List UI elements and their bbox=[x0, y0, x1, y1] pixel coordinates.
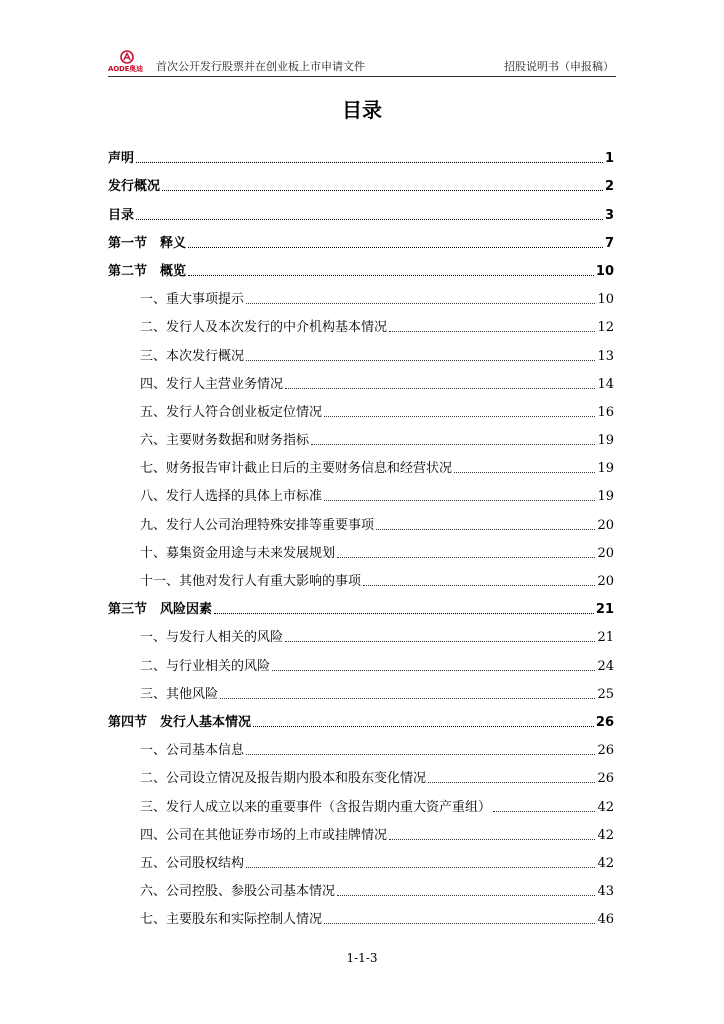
toc-dot-leader bbox=[428, 782, 595, 783]
toc-entry-label: 发行概况 bbox=[108, 179, 161, 195]
toc-dot-leader bbox=[272, 670, 595, 671]
toc-entry-label: 第三节 风险因素 bbox=[108, 602, 213, 618]
toc-entry-page-number: 19 bbox=[597, 461, 614, 477]
toc-entry-page-number: 16 bbox=[597, 404, 614, 420]
toc-dot-leader bbox=[454, 472, 595, 473]
toc-entry-page-number: 43 bbox=[597, 884, 614, 900]
toc-entry-label: 第二节 概览 bbox=[108, 263, 187, 279]
toc-dot-leader bbox=[188, 275, 594, 276]
toc-subsection-entry[interactable] bbox=[108, 279, 614, 307]
toc-subsection-entry[interactable] bbox=[108, 335, 614, 363]
toc-entry-page-number: 46 bbox=[597, 912, 614, 928]
toc-entry-page-number: 21 bbox=[595, 602, 614, 618]
header-document-title: 首次公开发行股票并在创业板上市申请文件 bbox=[156, 60, 365, 73]
toc-subsection-entry[interactable] bbox=[108, 392, 614, 420]
toc-entry-label: 五、公司股权结构 bbox=[140, 855, 245, 871]
page-header bbox=[108, 50, 616, 77]
toc-entry-label: 一、与发行人相关的风险 bbox=[140, 630, 284, 646]
toc-section-entry[interactable] bbox=[108, 194, 614, 222]
toc-entry-label: 一、重大事项提示 bbox=[140, 292, 245, 308]
toc-section-entry[interactable] bbox=[108, 138, 614, 166]
toc-entry-page-number: 20 bbox=[597, 545, 614, 561]
toc-section-entry[interactable] bbox=[108, 166, 614, 194]
toc-entry-label: 第一节 释义 bbox=[108, 235, 187, 251]
toc-dot-leader bbox=[285, 641, 595, 642]
toc-entry-label: 三、其他风险 bbox=[140, 686, 219, 702]
toc-subsection-entry[interactable] bbox=[108, 617, 614, 645]
toc-dot-leader bbox=[246, 303, 595, 304]
toc-entry-page-number: 21 bbox=[597, 630, 614, 646]
toc-section-entry[interactable] bbox=[108, 251, 614, 279]
toc-entry-label: 五、发行人符合创业板定位情况 bbox=[140, 404, 323, 420]
toc-subsection-entry[interactable] bbox=[108, 307, 614, 335]
toc-entry-page-number: 26 bbox=[597, 771, 614, 787]
toc-entry-label: 四、公司在其他证券市场的上市或挂牌情况 bbox=[140, 827, 388, 843]
toc-entry-page-number: 19 bbox=[597, 433, 614, 449]
toc-dot-leader bbox=[389, 331, 595, 332]
toc-dot-leader bbox=[311, 444, 595, 445]
toc-dot-leader bbox=[493, 811, 595, 812]
logo-text: AODE奥迪 bbox=[108, 65, 143, 73]
toc-subsection-entry[interactable] bbox=[108, 448, 614, 476]
toc-entry-page-number: 42 bbox=[597, 827, 614, 843]
toc-dot-leader bbox=[246, 360, 595, 361]
toc-entry-page-number: 10 bbox=[595, 263, 614, 279]
toc-entry-label: 六、主要财务数据和财务指标 bbox=[140, 433, 310, 449]
toc-dot-leader bbox=[246, 867, 595, 868]
toc-dot-leader bbox=[220, 698, 595, 699]
toc-dot-leader bbox=[389, 839, 595, 840]
toc-dot-leader bbox=[136, 219, 603, 220]
toc-section-entry[interactable] bbox=[108, 223, 614, 251]
toc-entry-page-number: 14 bbox=[597, 376, 614, 392]
toc-subsection-entry[interactable] bbox=[108, 758, 614, 786]
toc-entry-page-number: 7 bbox=[604, 235, 614, 251]
toc-entry-label: 十一、其他对发行人有重大影响的事项 bbox=[140, 574, 362, 589]
toc-entry-label: 声明 bbox=[108, 151, 135, 167]
toc-dot-leader bbox=[162, 190, 603, 191]
toc-entry-page-number: 24 bbox=[597, 658, 614, 674]
toc-dot-leader bbox=[214, 613, 594, 614]
page-title: 目录 bbox=[342, 98, 382, 122]
toc-subsection-entry[interactable] bbox=[108, 730, 614, 758]
toc-subsection-entry[interactable] bbox=[108, 645, 614, 673]
toc-section-entry[interactable] bbox=[108, 702, 614, 730]
toc-entry-label: 七、主要股东和实际控制人情况 bbox=[140, 912, 323, 928]
toc-dot-leader bbox=[363, 585, 595, 586]
toc-dot-leader bbox=[324, 416, 595, 417]
toc-entry-page-number: 2 bbox=[604, 179, 614, 195]
toc-dot-leader bbox=[324, 923, 595, 924]
toc-subsection-entry[interactable] bbox=[108, 364, 614, 392]
toc-dot-leader bbox=[253, 726, 594, 727]
toc-entry-label: 目录 bbox=[108, 207, 135, 223]
toc-dot-leader bbox=[337, 557, 595, 558]
toc-entry-page-number: 42 bbox=[597, 855, 614, 871]
toc-entry-label: 三、本次发行概况 bbox=[140, 348, 245, 364]
toc-entry-label: 九、发行人公司治理特殊安排等重要事项 bbox=[140, 517, 375, 533]
toc-subsection-entry[interactable] bbox=[108, 786, 614, 814]
toc-subsection-entry[interactable] bbox=[108, 420, 614, 448]
toc-subsection-entry[interactable] bbox=[108, 871, 614, 899]
toc-entry-label: 二、公司设立情况及报告期内股本和股东变化情况 bbox=[140, 771, 427, 787]
toc-dot-leader bbox=[246, 754, 595, 755]
toc-entry-label: 二、发行人及本次发行的中介机构基本情况 bbox=[140, 320, 388, 336]
toc-entry-label: 十、募集资金用途与未来发展规划 bbox=[140, 545, 336, 561]
header-document-type: 招股说明书（申报稿） bbox=[504, 60, 614, 73]
toc-entry-page-number: 10 bbox=[597, 292, 614, 308]
toc-subsection-entry[interactable] bbox=[108, 899, 614, 927]
table-of-contents bbox=[108, 138, 614, 927]
toc-entry-label: 八、发行人选择的具体上市标准 bbox=[140, 489, 323, 505]
toc-subsection-entry[interactable] bbox=[108, 561, 614, 589]
toc-dot-leader bbox=[285, 388, 595, 389]
logo-emblem-icon bbox=[120, 50, 134, 64]
toc-section-entry[interactable] bbox=[108, 589, 614, 617]
toc-subsection-entry[interactable] bbox=[108, 504, 614, 532]
toc-entry-page-number: 26 bbox=[595, 714, 614, 730]
toc-dot-leader bbox=[136, 162, 603, 163]
toc-subsection-entry[interactable] bbox=[108, 843, 614, 871]
toc-entry-page-number: 19 bbox=[597, 489, 614, 505]
toc-dot-leader bbox=[324, 500, 595, 501]
toc-entry-page-number: 20 bbox=[597, 574, 614, 589]
toc-entry-page-number: 13 bbox=[597, 348, 614, 364]
toc-entry-page-number: 12 bbox=[597, 320, 614, 336]
toc-entry-label: 二、与行业相关的风险 bbox=[140, 658, 271, 674]
toc-subsection-entry[interactable] bbox=[108, 476, 614, 504]
toc-entry-label: 四、发行人主营业务情况 bbox=[140, 376, 284, 392]
toc-subsection-entry[interactable] bbox=[108, 674, 614, 702]
toc-dot-leader bbox=[188, 247, 603, 248]
toc-dot-leader bbox=[337, 895, 595, 896]
toc-entry-label: 六、公司控股、参股公司基本情况 bbox=[140, 884, 336, 900]
toc-entry-label: 七、财务报告审计截止日后的主要财务信息和经营状况 bbox=[140, 461, 453, 477]
toc-dot-leader bbox=[376, 529, 595, 530]
toc-entry-label: 三、发行人成立以来的重要事件（含报告期内重大资产重组） bbox=[140, 799, 492, 815]
toc-entry-page-number: 3 bbox=[604, 207, 614, 223]
page-number: 1-1-3 bbox=[346, 951, 378, 965]
company-logo bbox=[108, 50, 152, 74]
toc-entry-label: 第四节 发行人基本情况 bbox=[108, 714, 252, 730]
toc-entry-page-number: 42 bbox=[597, 799, 614, 815]
toc-entry-page-number: 26 bbox=[597, 743, 614, 759]
toc-entry-page-number: 20 bbox=[597, 517, 614, 533]
toc-entry-page-number: 1 bbox=[604, 151, 614, 167]
toc-subsection-entry[interactable] bbox=[108, 533, 614, 561]
toc-subsection-entry[interactable] bbox=[108, 815, 614, 843]
toc-entry-page-number: 25 bbox=[597, 686, 614, 702]
toc-entry-label: 一、公司基本信息 bbox=[140, 743, 245, 759]
